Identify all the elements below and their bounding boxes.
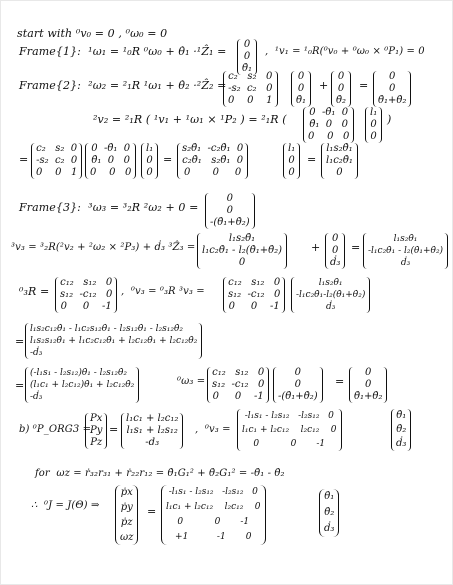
p2-vector-2: l₁ 0 0: [141, 143, 158, 179]
omega-z-equation: for ωz = ṙ₃₂r₃₁ + ṙ₂₂r₁₂ = θ̇₁G₁² + θ̇₂G₁² = -θ̇₁ - θ̇₂: [35, 468, 285, 479]
frame3-omega-vector: 0 0 -(θ̇₁+θ̇₂): [273, 367, 323, 403]
jacobian-matrix: -l₁s₁ - l₂s₁₂ -l₂s₁₂ 0 l₁c₁ + l₂c₁₂ l₂c₁₂ 0 0 0 -1 +1 -1 0: [161, 485, 266, 545]
position-components: Px Py Pz: [85, 413, 107, 449]
base-omega-result: 0 0 θ̇₁+θ̇₂: [349, 367, 387, 403]
frame3-d3-vector: 0 0 ḋ₃: [325, 233, 345, 269]
close-paren: ): [387, 113, 392, 126]
plus-sign: +: [319, 79, 329, 92]
equals-sign: =: [351, 241, 361, 254]
part-b-position-label: b) ⁰P_ORG3 =: [19, 424, 92, 435]
equals-sign: =: [109, 423, 119, 436]
equals-sign: =: [359, 79, 369, 92]
base-velocity-simplified: (-l₁s₁ - l₂s₁₂)θ̇₁ - l₂s₁₂θ̇₂ (l₁c₁ + l₂c₁₂)θ̇₁ + l₂c₁₂θ̇₂ -ḋ₃: [25, 367, 139, 403]
frame3-omega-result: 0 0 -(θ̇₁+θ̇₂): [205, 193, 255, 229]
frame2-velocity-result: l₁s₂θ̇₁ l₁c₂θ̇₁ 0: [321, 143, 358, 179]
end-effector-rate-vector: ṗx ṗy ṗz ωz: [115, 485, 138, 545]
base-omega-label: ⁰ω₃ =: [177, 376, 206, 387]
rotation-0-3-matrix-2: c₁₂ s₁₂ 0 s₁₂ -c₁₂ 0 0 0 -1: [223, 277, 285, 313]
frame2-omega-cross-matrix: 0 -θ̇₁ 0 θ̇₁ 0 0 0 0 0: [303, 107, 354, 143]
jacobian-velocity-matrix: -l₁s₁ - l₂s₁₂ -l₂s₁₂ 0 l₁c₁ + l₂c₁₂ l₂c₁₂ 0 0 0 -1: [237, 409, 342, 451]
frame2-velocity-equation: ²v₂ = ²₁R ( ¹v₁ + ¹ω₁ × ¹P₂ ) = ²₁R (: [93, 113, 287, 126]
rotation-0-3-matrix: c₁₂ s₁₂ 0 s₁₂ -c₁₂ 0 0 0 -1: [55, 277, 117, 313]
product-matrix: s₂θ̇₁ -c₂θ̇₁ 0 c₂θ̇₁ s₂θ̇₁ 0 0 0 0: [177, 143, 248, 179]
equals-sign: =: [307, 153, 317, 166]
plus-sign: +: [311, 241, 321, 254]
frame3-omega-equation: Frame{3}: ³ω₃ = ³₂R ²ω₂ + 0 =: [19, 201, 199, 214]
equals-sign: =: [147, 505, 157, 518]
equals-sign: =: [19, 153, 29, 166]
p2-vector-3: l₁ 0 0: [283, 143, 300, 179]
position-result: l₁c₁ + l₂c₁₂ l₁s₁ + l₂s₁₂ -d₃: [121, 413, 183, 449]
frame1-omega-vector: 0 0 θ̇₁: [237, 39, 257, 75]
frame2-omega1-vector: 0 0 θ̇₁: [291, 71, 311, 107]
joint-rate-vector-2: θ̇₁ θ̇₂ ḋ₃: [319, 489, 339, 537]
frame2-p2-vector: l₁ 0 0: [365, 107, 382, 143]
equals-sign: =: [335, 375, 345, 388]
base-velocity-equation: , ⁰v₃ = ⁰₃R ³v₃ =: [121, 286, 205, 297]
frame2-rotation-matrix: c₂ s₂ 0 -s₂ c₂ 0 0 0 1: [223, 71, 278, 107]
base-velocity-label: , ⁰v₃ =: [195, 424, 231, 435]
frame1-omega-equation: Frame{1}: ¹ω₁ = ¹₀R ⁰ω₀ + θ̇₁ ·¹Ẑ₁ =: [19, 45, 227, 58]
equals-sign: =: [163, 153, 173, 166]
frame3-velocity-result: l₁s₂θ̇₁ -l₁c₂θ̇₁ - l₂(θ̇₁+θ̇₂) ḋ₃: [363, 233, 448, 269]
frame2-omega-equation: Frame{2}: ²ω₂ = ²₁R ¹ω₁ + θ̇₂ ·²Ẑ₂ =: [19, 79, 227, 92]
omega-cross-matrix-2: 0 -θ̇₁ 0 θ̇₁ 0 0 0 0 0: [85, 143, 136, 179]
equals-sign: =: [15, 335, 25, 348]
initial-conditions: start with ⁰v₀ = 0 , ⁰ω₀ = 0: [17, 27, 168, 40]
rotation-matrix-2: c₂ s₂ 0 -s₂ c₂ 0 0 0 1: [31, 143, 82, 179]
frame1-velocity-equation: , ¹v₁ = ¹₀R(⁰v₀ + ⁰ω₀ × ⁰P₁) = 0: [265, 46, 425, 57]
frame3-velocity-vector: l₁s₂θ̇₁ -l₁c₂θ̇₁-l₂(θ̇₁+θ̇₂) ḋ₃: [291, 277, 370, 313]
base-velocity-expanded: l₁s₂c₁₂θ̇₁ - l₁c₂s₁₂θ̇₁ - l₂s₁₂θ̇₁ - l₂s₁₂θ̇₂ l₁s₂s₁₂θ̇₁ + l₁c₂c₁₂θ̇₁ + l₂c₁₂θ̇₁ + l₂c₁₂θ̇₂ -ḋ₃: [25, 323, 202, 359]
joint-rate-vector: θ̇₁ θ̇₂ ḋ₃: [391, 409, 411, 451]
rotation-0-3-matrix-3: c₁₂ s₁₂ 0 s₁₂ -c₁₂ 0 0 0 -1: [207, 367, 269, 403]
frame2-omega2-result: 0 0 θ̇₁+θ̇₂: [373, 71, 411, 107]
frame3-velocity-term1: l₁s₂θ̇₁ l₁c₂θ̇₁ - l₂(θ̇₁+θ̇₂) 0: [197, 233, 287, 269]
equals-sign: =: [15, 379, 25, 392]
frame3-velocity-equation: ³v₃ = ³₂R(²v₂ + ²ω₂ × ²P₃) + ḋ₃ ³Ẑ₃ =: [11, 242, 196, 253]
jacobian-label: ∴ ⁰J = J(Θ) ⇒: [31, 500, 100, 511]
frame2-theta2-vector: 0 0 θ̇₂: [331, 71, 351, 107]
rotation-0-3-label: ⁰₃R =: [19, 285, 50, 298]
